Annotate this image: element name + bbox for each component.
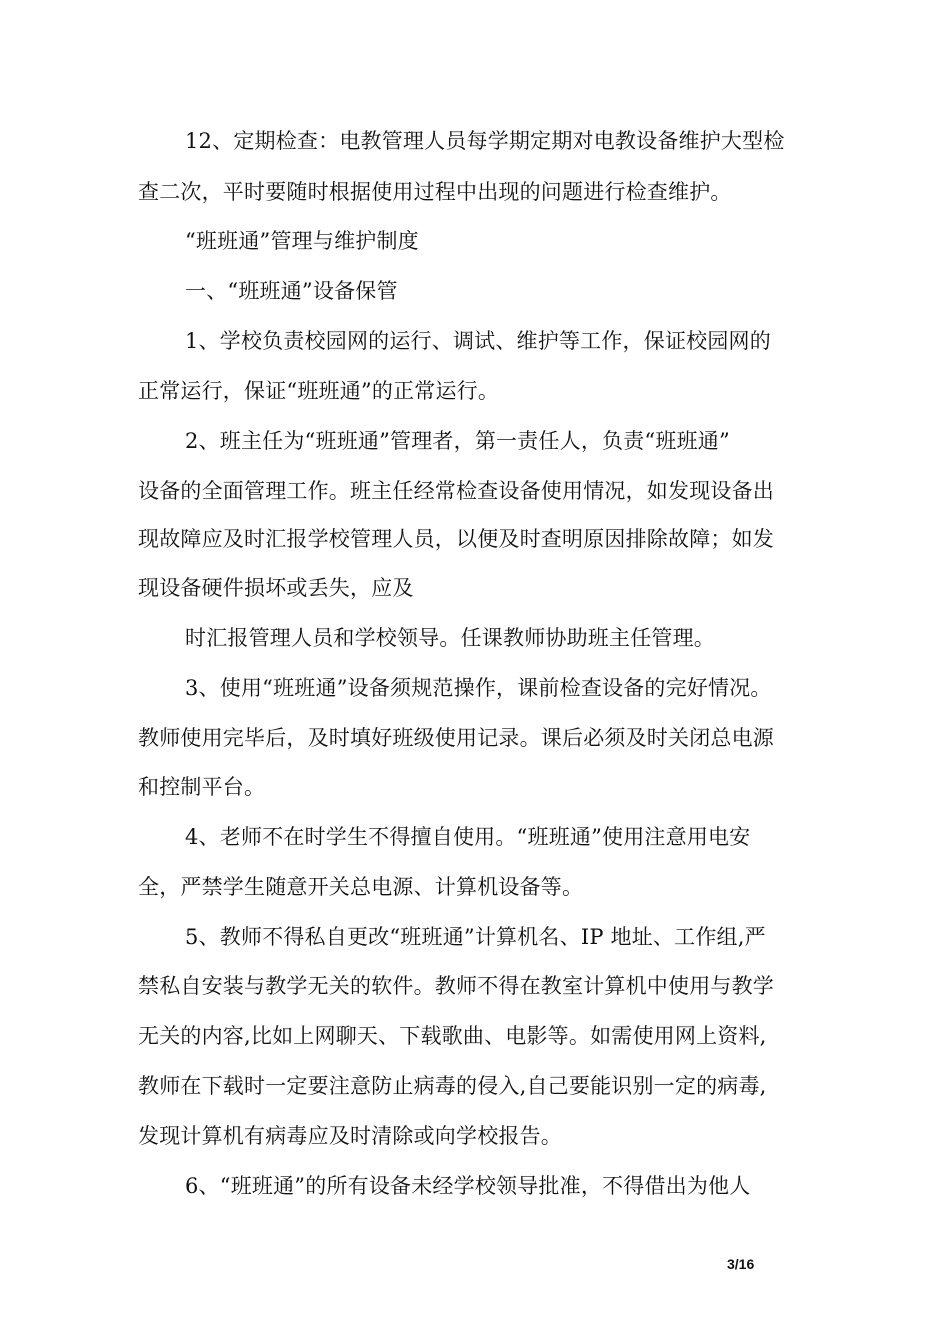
text-line: 3、使用“班班通”设备须规范操作，课前检查设备的完好情况。: [185, 676, 772, 700]
text-line: 无关的内容,比如上网聊天、下载歌曲、电影等。如需使用网上资料,: [138, 1024, 767, 1048]
text-line: 现故障应及时汇报学校管理人员，以便及时查明原因排除故障；如发: [138, 527, 774, 551]
section-heading: 一、“班班通”设备保管: [185, 279, 398, 303]
text-line: 12、定期检查：电教管理人员每学期定期对电教设备维护大型检: [185, 129, 785, 153]
text-line: 现设备硬件损坏或丢失，应及: [138, 576, 414, 600]
text-line: 2、班主任为“班班通”管理者，第一责任人，负责“班班通”: [185, 429, 730, 453]
text-line: 发现计算机有病毒应及时清除或向学校报告。: [138, 1124, 562, 1148]
text-line: 全，严禁学生随意开关总电源、计算机设备等。: [138, 875, 584, 899]
text-line: 正常运行，保证“班班通”的正常运行。: [138, 379, 500, 403]
section-title: “班班通”管理与维护制度: [185, 229, 419, 253]
text-line: 5、教师不得私自更改“班班通”计算机名、IP 地址、工作组,严: [185, 925, 766, 949]
text-line: 设备的全面管理工作。班主任经常检查设备使用情况，如发现设备出: [138, 479, 774, 503]
text-line: 教师使用完毕后，及时填好班级使用记录。课后必须及时关闭总电源: [138, 726, 774, 750]
text-line: 教师在下载时一定要注意防止病毒的侵入,自己要能识别一定的病毒,: [138, 1074, 767, 1098]
text-line: 查二次，平时要随时根据使用过程中出现的问题进行检查维护。: [138, 180, 732, 204]
text-line: 1、学校负责校园网的运行、调试、维护等工作，保证校园网的: [185, 329, 771, 353]
page-number: 3/16: [727, 1256, 755, 1272]
text-line: 时汇报管理人员和学校领导。任课教师协助班主任管理。: [185, 626, 715, 650]
text-line: 6、“班班通”的所有设备未经学校领导批准，不得借出为他人: [185, 1174, 751, 1198]
text-line: 4、老师不在时学生不得擅自使用。“班班通”使用注意用电安: [185, 825, 751, 849]
text-line: 和控制平台。: [138, 775, 266, 799]
text-line: 禁私自安装与教学无关的软件。教师不得在教室计算机中使用与教学: [138, 974, 774, 998]
